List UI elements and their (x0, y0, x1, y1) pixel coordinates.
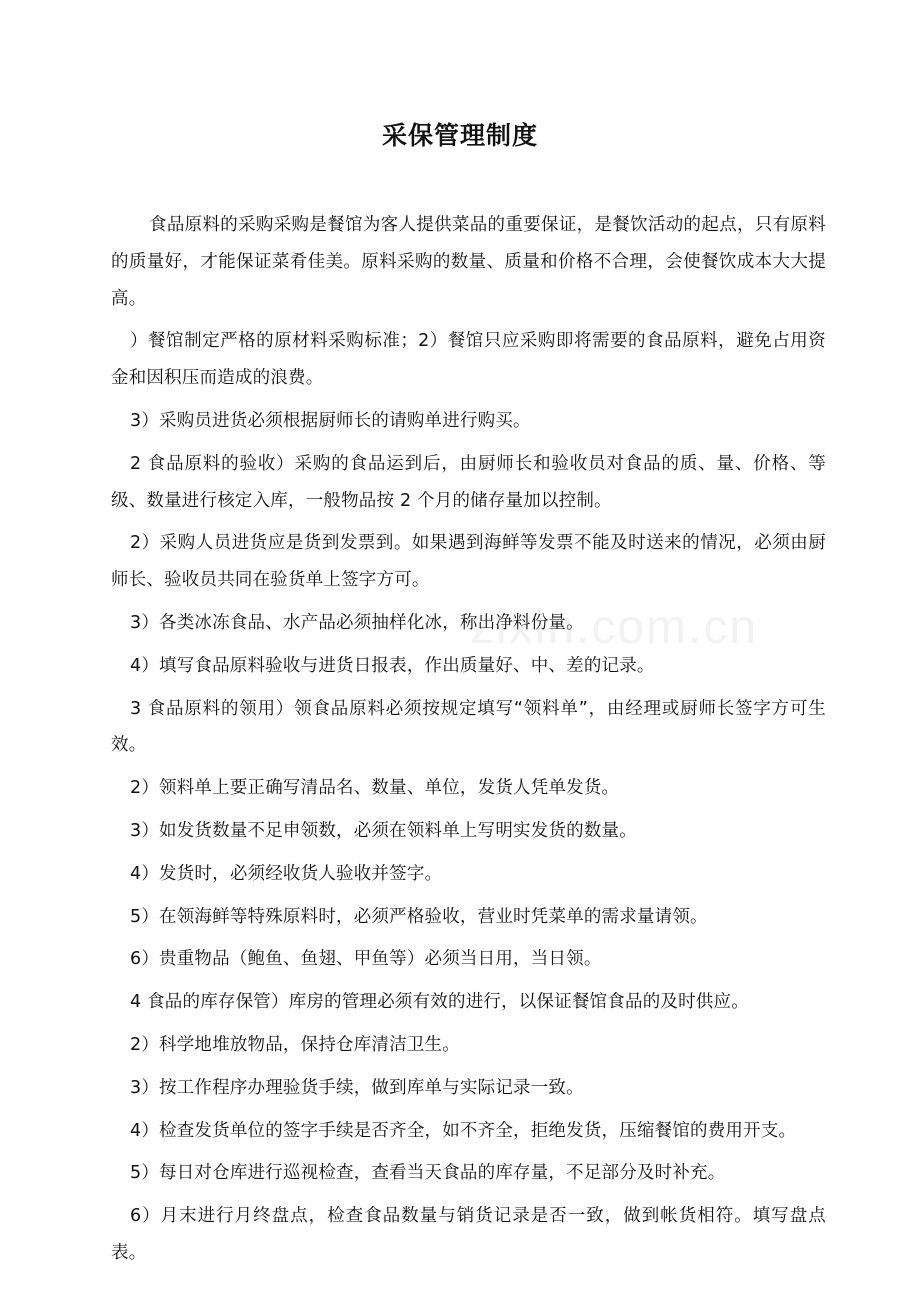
paragraph: 4）填写食品原料验收与进货日报表，作出质量好、中、差的记录。 (130, 655, 655, 676)
paragraph: 4）发货时，必须经收货人验收并签字。 (130, 863, 443, 884)
paragraph: 6）贵重物品（鲍鱼、鱼翅、甲鱼等）必须当日用，当日领。 (130, 949, 602, 970)
paragraph: 3 食品原料的领用）领食品原料必须按规定填写“领料单”，由经理或厨师长签字方可生效。 (111, 698, 826, 756)
paragraph: 3）按工作程序办理验货手续，做到库单与实际记录一致。 (130, 1077, 584, 1098)
paragraph: 4）检查发货单位的签字手续是否齐全，如不齐全，拒绝发货，压缩餐馆的费用开支。 (130, 1120, 797, 1141)
paragraph: 5）在领海鲜等特殊原料时，必须严格验收，营业时凭菜单的需求量请领。 (130, 906, 708, 927)
paragraph: 2 食品原料的验收）采购的食品运到后，由厨师长和验收员对食品的质、量、价格、等级、数量进行核定入库，一般物品按 2 个月的储存量加以控制。 (111, 453, 826, 511)
document-title: 采保管理制度 (381, 121, 538, 150)
watermark: zixin.com.cn (470, 601, 759, 654)
paragraph: 3）如发货数量不足申领数，必须在领料单上写明实发货的数量。 (130, 820, 637, 841)
paragraph: 2）科学地堆放物品，保持仓库清洁卫生。 (130, 1034, 460, 1055)
paragraph: 2）采购人员进货应是货到发票到。如果遇到海鲜等发票不能及时送来的情况，必须由厨师长、验收员共同在验货单上签字方可。 (111, 533, 826, 591)
document-body (111, 207, 826, 1278)
paragraph: 3）各类冰冻食品、水产品必须抽样化冰，称出净料份量。 (130, 612, 584, 633)
paragraph: 4 食品的库存保管）库房的管理必须有效的进行，以保证餐馆食品的及时供应。 (130, 992, 749, 1013)
paragraph: 6）月末进行月终盘点，检查食品数量与销货记录是否一致，做到帐货相符。填写盘点表。 (111, 1206, 826, 1263)
paragraph: 2）领料单上要正确写清品名、数量、单位，发货人凭单发货。 (130, 778, 620, 799)
paragraph: 3）采购员进货必须根据厨师长的请购单进行购买。 (130, 410, 531, 431)
paragraph: 5）每日对仓库进行巡视检查，查看当天食品的库存量，不足部分及时补充。 (130, 1163, 726, 1184)
paragraph: ）餐馆制定严格的原材料采购标准；2）餐馆只应采购即将需要的食品原料，避免占用资金和因积压而造成的浪费。 (111, 331, 826, 389)
paragraph: 食品原料的采购采购是餐馆为客人提供菜品的重要保证，是餐饮活动的起点，只有原料的质量好，才能保证菜肴佳美。原料采购的数量、质量和价格不合理，会使餐饮成本大大提高。 (111, 215, 826, 309)
